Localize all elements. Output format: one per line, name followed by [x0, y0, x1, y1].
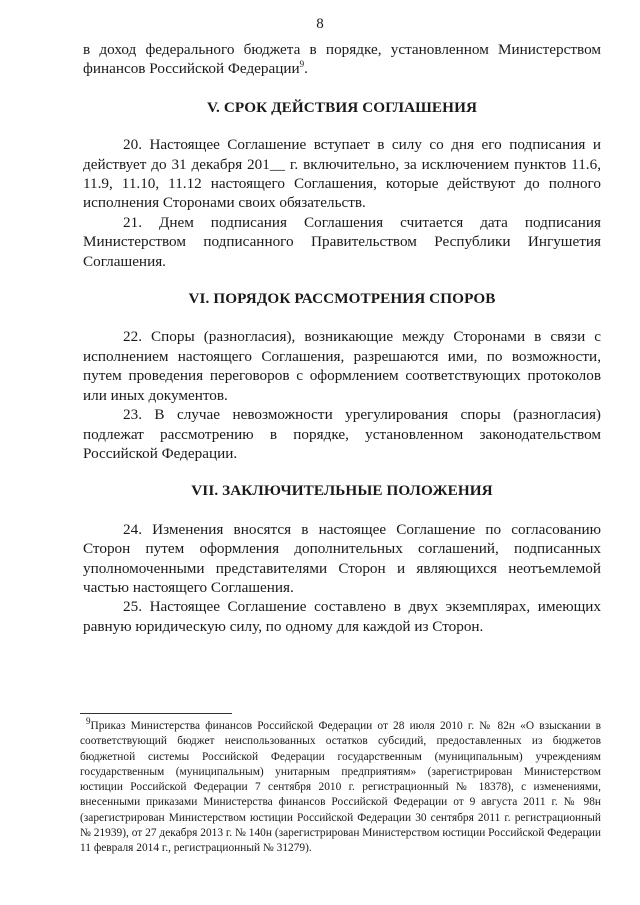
- paragraph-22: 22. Споры (разногласия), возникающие между Сторонами в связи с исполнением настоящего Соглашения, разрешаются ими, по возможности, путем проведения переговоров с оформлением соответствующих протоколов или иных документов.: [83, 328, 601, 404]
- continuation-text: в доход федерального бюджета в порядке, установленном Министерством финансов Российской Федерации: [83, 41, 601, 78]
- paragraph-24: 24. Изменения вносятся в настоящее Соглашение по согласованию Сторон путем оформления дополнительных соглашений, подписанных уполномоченными представителями Сторон и являющихся неотъемлемой частью настоящего Соглашения.: [83, 520, 601, 596]
- paragraph-23: 23. В случае невозможности урегулирования споры (разногласия) подлежат рассмотрению в порядке, установленном законодательством Российской Федерации.: [83, 406, 601, 462]
- continuation-paragraph: [83, 40, 601, 79]
- section-heading-v: V. СРОК ДЕЙСТВИЯ СОГЛАШЕНИЯ: [206, 98, 478, 116]
- section-heading-vi: VI. ПОРЯДОК РАССМОТРЕНИЯ СПОРОВ: [188, 290, 496, 308]
- continuation-tail: .: [304, 60, 308, 78]
- footnote-reference: 9: [299, 59, 305, 70]
- page-number: 8: [316, 16, 324, 32]
- section-heading-vii: VII. ЗАКЛЮЧИТЕЛЬНЫЕ ПОЛОЖЕНИЯ: [191, 482, 493, 500]
- footnote-divider: [80, 713, 232, 714]
- paragraph-21: 21. Днем подписания Соглашения считается дата подписания Министерством подписанного Правительством Республики Ингушетия Соглашения.: [83, 213, 601, 270]
- footnote-text: Приказ Министерства финансов Российской Федерации от 28 июля 2010 г. № 82н «О взыскании в соответствующий бюджет неиспользованных остатков субсидий, предоставленных из бюджетов бюджетной системы Российской Федерации государственным (муниципальным) учреждениям государственным (муниципальным) унитарным предприятиям» (зарегистрирован Министерством юстиции Российской Федерации 7 сентября 2010 г. регистрационный № 18378), с изменениями, внесенными приказами Министерства финансов Российской Федерации от 9 августа 2011 г. № 98н (зарегистрирован Министерством юстиции Российской Федерации 30 сентября 2011 г. регистрационный № 21939), от 27 декабря 2013 г. № 140н (зарегистрирован Министерством юстиции Российской Федерации 11 февраля 2014 г., регистрационный № 31279).: [80, 720, 601, 855]
- document-body: [83, 40, 601, 636]
- footnote-paragraph: [80, 716, 601, 857]
- paragraph-20: 20. Настоящее Соглашение вступает в силу со дня его подписания и действует до 31 декабря 201__ г. включительно, за исключением пунктов 11.6, 11.9, 11.10, 11.12 настоящего Соглашения, которые действуют до полного исполнения Сторонами своих обязательств.: [83, 136, 601, 212]
- footnote: [80, 716, 601, 857]
- footnote-marker: 9: [86, 716, 91, 727]
- paragraph-25: 25. Настоящее Соглашение составлено в двух экземплярах, имеющих равную юридическую силу, по одному для каждой из Сторон.: [83, 598, 601, 635]
